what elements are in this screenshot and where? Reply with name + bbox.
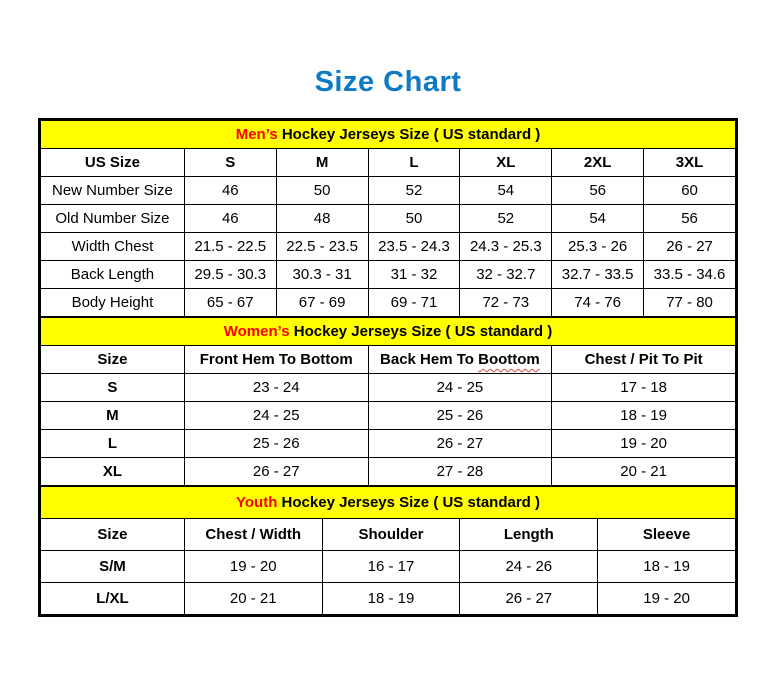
mens-column-header: L [368, 149, 460, 177]
youth-row-label: S/M [41, 551, 185, 583]
youth-section-banner [41, 487, 736, 519]
mens-table-row [41, 261, 736, 289]
youth-row-label: L/XL [41, 583, 185, 615]
mens-size-value: 32.7 - 33.5 [552, 261, 644, 289]
womens-banner-accent: Women’s [223, 323, 290, 340]
mens-size-value: 72 - 73 [460, 289, 552, 317]
mens-row-label: Old Number Size [41, 205, 185, 233]
mens-size-value: 24.3 - 25.3 [460, 233, 552, 261]
misspelled-word-wavy-underline: Boottom [478, 351, 540, 368]
womens-table-row [41, 458, 736, 486]
womens-size-value: 27 - 28 [368, 458, 552, 486]
youth-column-header: Chest / Width [184, 519, 322, 551]
mens-section-banner [41, 121, 736, 149]
womens-row-label: M [41, 402, 185, 430]
womens-size-value: 26 - 27 [184, 458, 368, 486]
mens-size-value: 32 - 32.7 [460, 261, 552, 289]
womens-size-table [40, 317, 736, 486]
womens-column-header-text: Back Hem To [380, 351, 479, 368]
youth-size-value: 18 - 19 [322, 583, 460, 615]
youth-size-value: 24 - 26 [460, 551, 598, 583]
mens-size-value: 56 [644, 205, 736, 233]
mens-size-value: 65 - 67 [184, 289, 276, 317]
womens-size-value: 24 - 25 [184, 402, 368, 430]
page-title: Size Chart [314, 66, 462, 98]
youth-size-value: 20 - 21 [184, 583, 322, 615]
mens-table-row [41, 233, 736, 261]
mens-size-value: 52 [460, 205, 552, 233]
womens-size-value: 25 - 26 [368, 402, 552, 430]
mens-size-value: 52 [368, 177, 460, 205]
womens-row-label: S [41, 374, 185, 402]
womens-size-value: 18 - 19 [552, 402, 736, 430]
womens-table-row [41, 430, 736, 458]
mens-row-label: Back Length [41, 261, 185, 289]
mens-size-value: 54 [552, 205, 644, 233]
womens-banner-text: Hockey Jerseys Size ( US standard ) [289, 323, 553, 340]
youth-table-row [41, 583, 736, 615]
womens-table-row [41, 374, 736, 402]
youth-column-header: Length [460, 519, 598, 551]
mens-size-value: 23.5 - 24.3 [368, 233, 460, 261]
mens-size-value: 22.5 - 23.5 [276, 233, 368, 261]
womens-size-value: 19 - 20 [552, 430, 736, 458]
mens-size-value: 25.3 - 26 [552, 233, 644, 261]
mens-column-header: US Size [41, 149, 185, 177]
youth-table-row [41, 551, 736, 583]
youth-banner-accent: Youth [236, 494, 278, 511]
mens-size-value: 33.5 - 34.6 [644, 261, 736, 289]
size-chart-tables [38, 118, 738, 617]
youth-size-table [40, 486, 736, 615]
womens-section-banner [41, 318, 736, 346]
mens-size-value: 74 - 76 [552, 289, 644, 317]
womens-size-value: 20 - 21 [552, 458, 736, 486]
youth-column-header: Sleeve [598, 519, 736, 551]
mens-row-label: Width Chest [41, 233, 185, 261]
mens-size-value: 26 - 27 [644, 233, 736, 261]
mens-column-header: XL [460, 149, 552, 177]
youth-size-value: 19 - 20 [184, 551, 322, 583]
womens-row-label: XL [41, 458, 185, 486]
youth-size-value: 26 - 27 [460, 583, 598, 615]
mens-table-row [41, 205, 736, 233]
youth-size-value: 19 - 20 [598, 583, 736, 615]
mens-size-value: 48 [276, 205, 368, 233]
mens-size-value: 77 - 80 [644, 289, 736, 317]
mens-column-header: 2XL [552, 149, 644, 177]
youth-column-header: Shoulder [322, 519, 460, 551]
womens-size-value: 24 - 25 [368, 374, 552, 402]
mens-row-label: Body Height [41, 289, 185, 317]
womens-table-row [41, 402, 736, 430]
mens-size-value: 50 [368, 205, 460, 233]
mens-size-value: 69 - 71 [368, 289, 460, 317]
mens-size-value: 46 [184, 205, 276, 233]
mens-size-value: 46 [184, 177, 276, 205]
mens-size-value: 21.5 - 22.5 [184, 233, 276, 261]
womens-size-value: 23 - 24 [184, 374, 368, 402]
womens-column-header: Chest / Pit To Pit [552, 346, 736, 374]
mens-size-value: 29.5 - 30.3 [184, 261, 276, 289]
mens-column-header: M [276, 149, 368, 177]
mens-table-row [41, 177, 736, 205]
mens-banner-accent: Men’s [235, 126, 278, 143]
womens-column-header: Size [41, 346, 185, 374]
womens-column-header [368, 346, 552, 374]
youth-column-header: Size [41, 519, 185, 551]
mens-size-value: 54 [460, 177, 552, 205]
mens-table-row [41, 289, 736, 317]
womens-size-value: 17 - 18 [552, 374, 736, 402]
mens-size-value: 31 - 32 [368, 261, 460, 289]
mens-banner-text: Hockey Jerseys Size ( US standard ) [277, 126, 541, 143]
mens-size-table [40, 120, 736, 317]
womens-row-label: L [41, 430, 185, 458]
mens-size-value: 30.3 - 31 [276, 261, 368, 289]
mens-size-value: 67 - 69 [276, 289, 368, 317]
mens-size-value: 60 [644, 177, 736, 205]
youth-size-value: 18 - 19 [598, 551, 736, 583]
youth-size-value: 16 - 17 [322, 551, 460, 583]
mens-size-value: 50 [276, 177, 368, 205]
mens-column-header: 3XL [644, 149, 736, 177]
womens-size-value: 26 - 27 [368, 430, 552, 458]
womens-column-header: Front Hem To Bottom [184, 346, 368, 374]
mens-size-value: 56 [552, 177, 644, 205]
mens-row-label: New Number Size [41, 177, 185, 205]
womens-size-value: 25 - 26 [184, 430, 368, 458]
mens-column-header: S [184, 149, 276, 177]
youth-banner-text: Hockey Jerseys Size ( US standard ) [277, 494, 540, 511]
